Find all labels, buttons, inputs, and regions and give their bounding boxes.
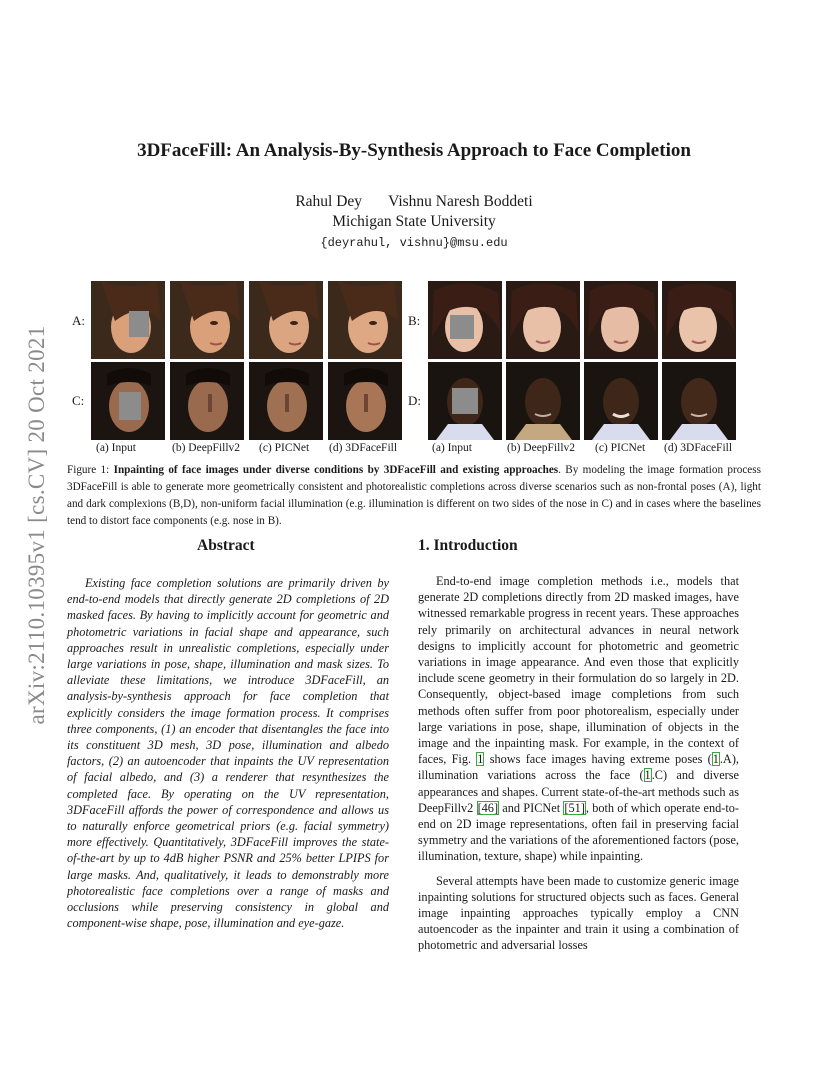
intro-paragraph-2: Several attempts have been made to customize generic image inpainting solutions for structured objects such as faces. General image inpainting approaches typically employ a CNN autoencoder as the inpainter and train it using a combination of photometric and adversarial losses: [418, 873, 739, 953]
row-label-c: C:: [72, 393, 85, 408]
col-caption-left-1: (a) Input: [96, 442, 136, 454]
figure-1: [60, 278, 760, 458]
abstract-heading: Abstract: [197, 537, 255, 554]
face-image-a-3dfacefill: [328, 281, 402, 359]
row-label-a: A:: [72, 313, 85, 328]
face-image-b-deepfill: [506, 281, 580, 359]
face-image-c-input: [91, 362, 165, 440]
face-image-a-deepfill: [170, 281, 244, 359]
face-image-d-picnet: [584, 362, 658, 440]
arxiv-stamp: arXiv:2110.10395v1 [cs.CV] 20 Oct 2021: [24, 325, 49, 725]
col-caption-left-2: (b) DeepFillv2: [172, 442, 241, 454]
col-caption-left-4: (d) 3DFaceFill: [329, 442, 398, 454]
col-caption-left-3: (c) PICNet: [259, 442, 310, 454]
author-1: Rahul Dey: [295, 193, 363, 210]
face-image-b-3dfacefill: [662, 281, 736, 359]
face-image-c-deepfill: [170, 362, 244, 440]
face-image-d-input: [428, 362, 502, 440]
ref-fig-1a[interactable]: 1: [712, 752, 719, 767]
face-image-d-3dfacefill: [662, 362, 736, 440]
face-image-b-picnet: [584, 281, 658, 359]
row-label-b: B:: [408, 313, 421, 328]
face-image-c-3dfacefill: [328, 362, 402, 440]
face-image-b-input: [428, 281, 502, 359]
face-image-a-picnet: [249, 281, 323, 359]
ref-fig-1[interactable]: 1: [477, 752, 484, 767]
face-image-c-picnet: [249, 362, 323, 440]
affiliation: Michigan State University: [332, 213, 496, 230]
intro-heading: 1. Introduction: [418, 537, 518, 554]
col-caption-right-1: (a) Input: [432, 442, 472, 454]
col-caption-right-2: (b) DeepFillv2: [507, 442, 576, 454]
row-label-d: D:: [408, 393, 421, 408]
author-2: Vishnu Naresh Boddeti: [388, 193, 533, 210]
ref-citation-51[interactable]: [51]: [564, 800, 585, 815]
paper-title: 3DFaceFill: An Analysis-By-Synthesis Approach to Face Completion: [137, 140, 691, 161]
ref-fig-1c[interactable]: 1: [644, 768, 651, 783]
ref-citation-46[interactable]: [46]: [477, 800, 499, 815]
intro-body: [418, 573, 739, 962]
col-caption-right-4: (d) 3DFaceFill: [664, 442, 733, 454]
col-caption-right-3: (c) PICNet: [595, 442, 646, 454]
author-list: [0, 193, 828, 211]
intro-paragraph-1: End-to-end image completion methods i.e., models that generate 2D completions directly from 2D masked images, have witnessed remarkable progress in recent years. These approaches rely primarily on architectural advances in neural network designs to implicitly account for photometric and geometric variations in image appearance. And even those that explicitly include scene geometry in their formulation do so largely in 2D. Consequently, object-based image completions from such methods often suffer from poor photorealism, especially under large variations in pose, shape, illumination of objects in the image and the inpainting mask. For example, in the context of faces, Fig. 1 shows face images having extreme poses (1.A), illumination variations across the face (1.C) and diverse appearances and shapes. Current state-of-the-art methods such as DeepFillv2 [46] and PICNet [51], both of which operate end-to-end on 2D image representations, often fail in preserving facial symmetry and the variations of the aforementioned factors (pose, illumination, texture, shape) while inpainting.: [418, 574, 739, 864]
face-image-a-input: [91, 281, 165, 359]
figure-caption: Figure 1: Inpainting of face images under diverse conditions by 3DFaceFill and existing approaches. By modeling the image formation process 3DFaceFill is able to generate more geometrically consistent and photorealistic completions across diverse scenarios such as non-frontal poses (A), light and dark complexions (B,D), non-uniform facial illumination (e.g. illumination is different on two sides of the nose in C) and in cases where the baselines tend to distort face components (e.g. nose in B).: [67, 464, 761, 527]
email: {deyrahul, vishnu}@msu.edu: [320, 236, 508, 250]
abstract-text: Existing face completion solutions are primarily driven by end-to-end models that directly generate 2D completions of 2D masked faces. By having to implicitly account for geometric and photometric variations in facial shape and appearance, such approaches result in unrealistic completions, especially under large variations in pose, shape, illumination and mask sizes. To alleviate these limitations, we introduce 3DFaceFill, an analysis-by-synthesis approach for face completion that explicitly considers the image formation process. It comprises three components, (1) an encoder that disentangles the face into its constituent 3D mesh, 3D pose, illumination and albedo factors, (2) an autoencoder that inpaints the UV representation of facial albedo, and (3) a renderer that resynthesizes the completed face. By operating on the UV representation, 3DFaceFill affords the power of correspondence and allows us to naturally enforce geometrical priors (e.g. facial symmetry) more effectively. Quantitatively, 3DFaceFill improves the state-of-the-art by up to 4dB higher PSNR and 25% better LPIPS for large masks. And, qualitatively, it leads to demonstrably more photorealistic face completions over a range of masks and occlusions while preserving consistency in global and component-wise shape, pose, illumination and eye-gaze.: [67, 576, 389, 931]
face-image-d-deepfill: [506, 362, 580, 440]
